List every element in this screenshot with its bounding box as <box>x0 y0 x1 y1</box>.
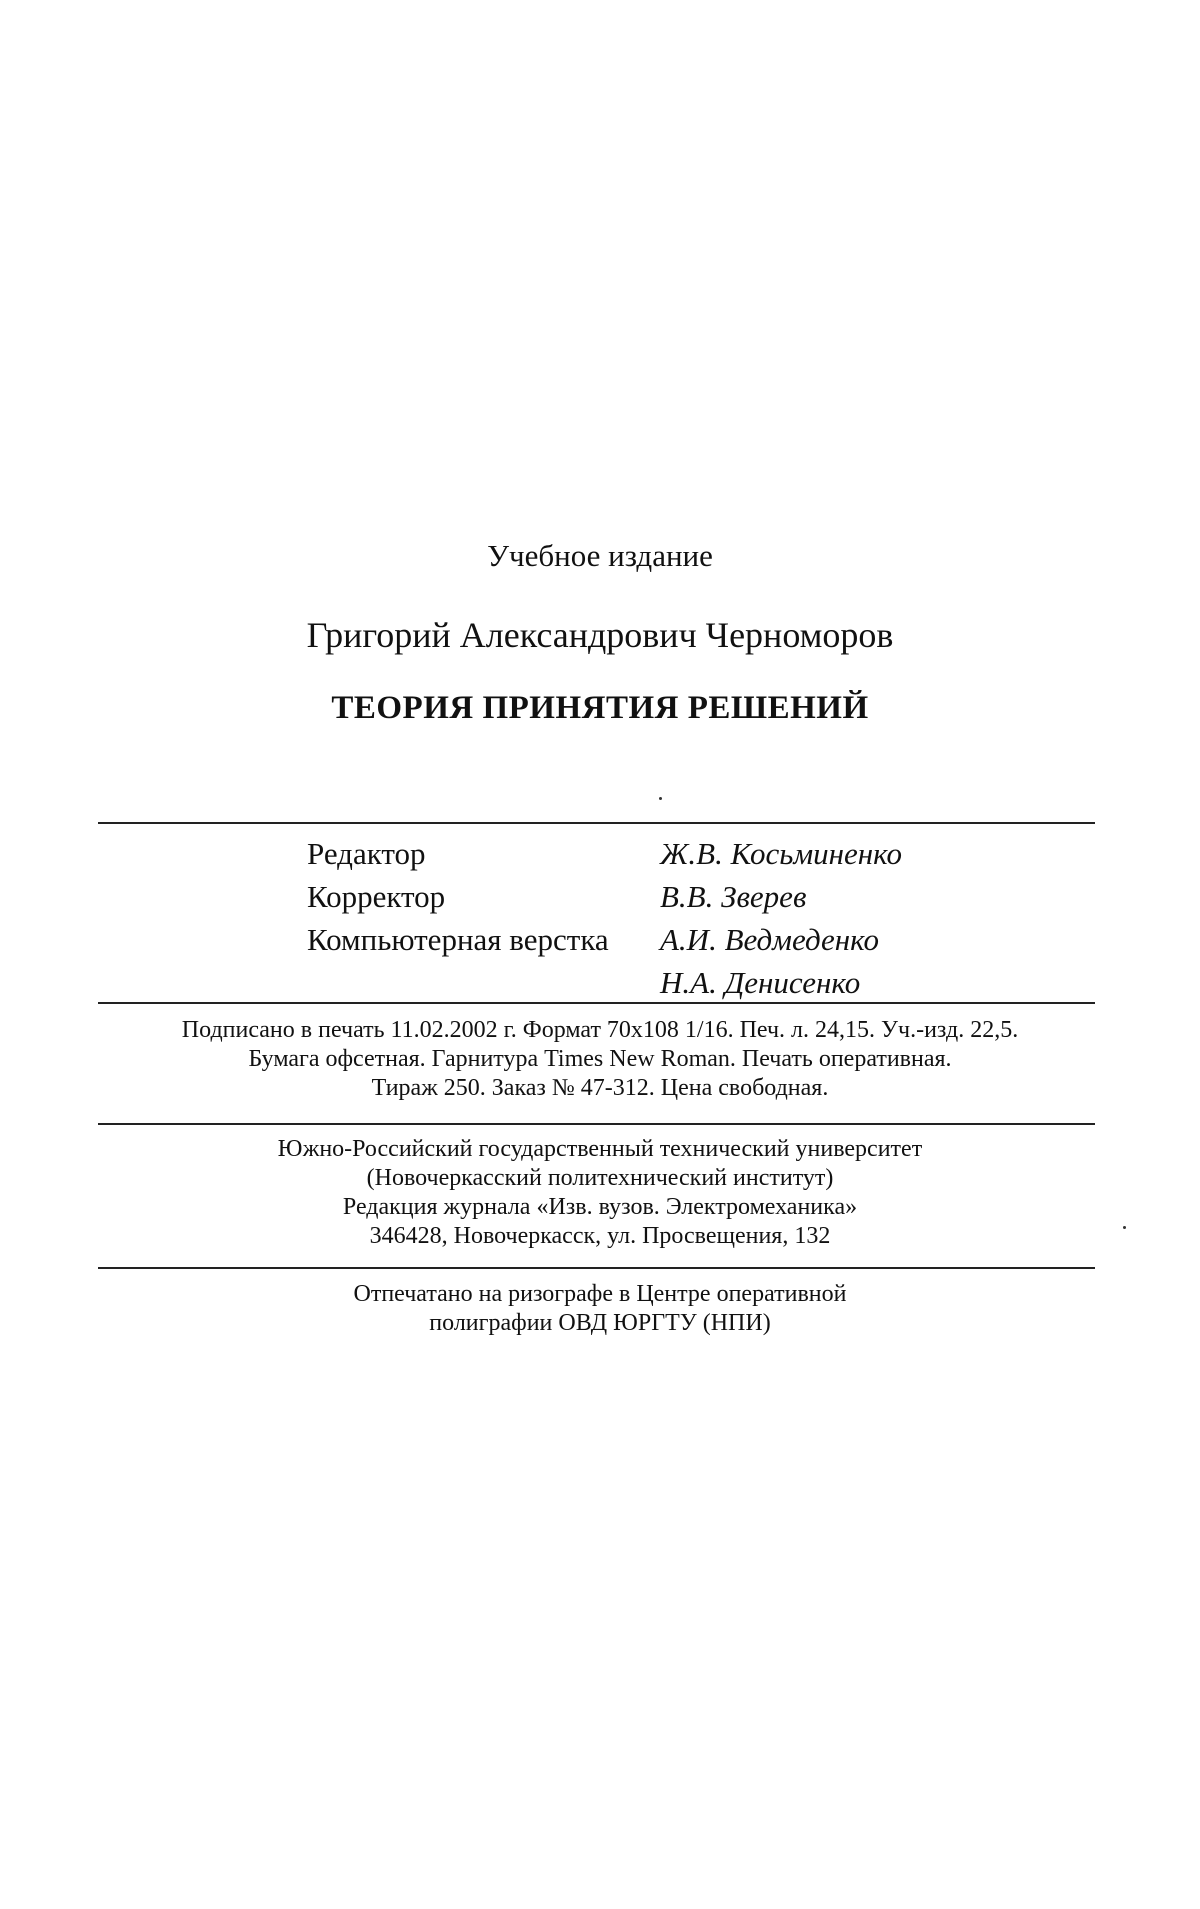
divider-imprint <box>98 1123 1095 1125</box>
author-name: Григорий Александрович Черноморов <box>306 615 894 655</box>
imprint-line: Подписано в печать 11.02.2002 г. Формат 70x108 1/16. Печ. л. 24,15. Уч.-изд. 22,5. <box>181 1017 1019 1043</box>
printing-line: полиграфии ОВД ЮРГТУ (НПИ) <box>429 1310 771 1336</box>
publisher-line: Редакция журнала «Изв. вузов. Электромеханика» <box>342 1194 858 1220</box>
divider-publisher <box>98 1267 1095 1269</box>
credit-person: Н.А. Денисенко <box>660 965 861 1000</box>
divider-credits <box>98 1002 1095 1004</box>
edition-type: Учебное издание <box>487 538 713 573</box>
divider-top <box>98 822 1095 824</box>
imprint-line: Тираж 250. Заказ № 47-312. Цена свободная. <box>371 1075 829 1101</box>
publisher-line: (Новочеркасский политехнический институт) <box>366 1165 834 1191</box>
book-title: ТЕОРИЯ ПРИНЯТИЯ РЕШЕНИЙ <box>331 690 869 726</box>
credit-role: Компьютерная верстка <box>307 922 609 957</box>
credit-person: А.И. Ведмеденко <box>660 922 879 957</box>
publisher-block <box>0 1135 1200 1251</box>
print-speck <box>659 797 662 800</box>
imprint-block <box>0 1016 1200 1103</box>
printing-line: Отпечатано на ризографе в Центре оперативной <box>353 1281 847 1307</box>
printing-block <box>0 1280 1200 1338</box>
publisher-line: 346428, Новочеркасск, ул. Просвещения, 132 <box>369 1223 831 1249</box>
credit-role: Корректор <box>307 879 446 914</box>
credit-role: Редактор <box>307 836 426 871</box>
publisher-line: Южно-Российский государственный технический университет <box>277 1136 923 1162</box>
credit-person: В.В. Зверев <box>660 879 807 914</box>
credit-person: Ж.В. Косьминенко <box>660 836 902 871</box>
imprint-line: Бумага офсетная. Гарнитура Times New Roman. Печать оперативная. <box>248 1046 952 1072</box>
print-speck <box>1123 1226 1126 1229</box>
